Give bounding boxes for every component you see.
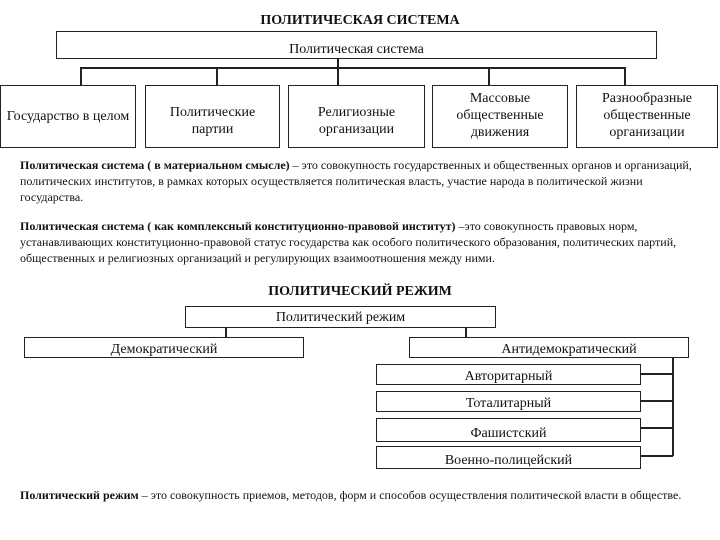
- regime-antidemocratic-box: Антидемократический: [409, 337, 689, 358]
- connector: [640, 400, 673, 402]
- connector: [640, 427, 673, 429]
- regime-root-box: Политический режим: [185, 306, 496, 328]
- definition-term: Политический режим: [20, 488, 139, 502]
- system-root-box: Политическая система: [56, 31, 657, 59]
- connector: [80, 67, 625, 69]
- regime-fascist-box: Фашистский: [376, 418, 641, 442]
- definition-text: – это совокупность государственных и общественных органов и организаций, политических институтов, в рамках которых осуществляется политическая власть, участие народа в политической жизни государства.: [20, 158, 692, 204]
- system-child-state: Государство в целом: [0, 85, 136, 148]
- connector: [80, 67, 82, 85]
- definition-term: Политическая система ( в материальном смысле): [20, 158, 290, 172]
- regime-authoritarian-box: Авторитарный: [376, 364, 641, 385]
- system-child-parties: Политические партии: [145, 85, 280, 148]
- connector: [337, 67, 339, 85]
- system-child-organizations: Разнообразные общественные организации: [576, 85, 718, 148]
- connector: [640, 455, 673, 457]
- system-child-movements: Массовые общественные движения: [432, 85, 568, 148]
- connector: [465, 328, 467, 337]
- regime-title: ПОЛИТИЧЕСКИЙ РЕЖИМ: [268, 284, 452, 299]
- system-child-religious: Религиозные организации: [288, 85, 425, 148]
- connector: [216, 67, 218, 85]
- definition-regime: [20, 487, 700, 503]
- definition-constitutional: [20, 218, 700, 266]
- connector: [488, 67, 490, 85]
- system-title: ПОЛИТИЧЕСКАЯ СИСТЕМА: [260, 13, 460, 28]
- connector: [225, 328, 227, 337]
- regime-democratic-box: Демократический: [24, 337, 304, 358]
- regime-totalitarian-box: Тоталитарный: [376, 391, 641, 412]
- connector: [640, 373, 673, 375]
- definition-text: –это совокупность правовых норм, устанавливающих конституционно-правовой статус государства как особого политического образования, политических партий, общественных и религиозных организаций и регулирующих взаимоотношения между ними.: [20, 219, 677, 265]
- definition-term: Политическая система ( как комплексный конституционно-правовой институт): [20, 219, 456, 233]
- regime-military-police-box: Военно-полицейский: [376, 446, 641, 469]
- connector: [624, 67, 626, 85]
- definition-material: [20, 157, 700, 205]
- definition-text: – это совокупность приемов, методов, форм и способов осуществления политической власти в обществе.: [138, 488, 682, 502]
